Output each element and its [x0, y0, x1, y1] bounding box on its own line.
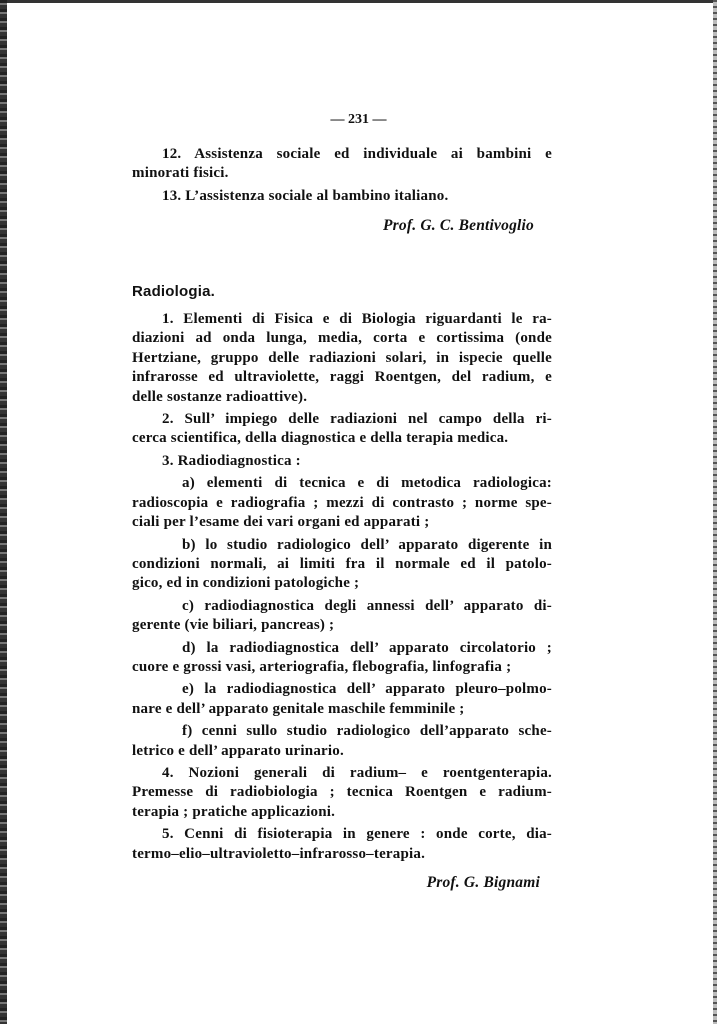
text-line: 12. Assistenza sociale ed individuale ai bambini e — [162, 146, 552, 162]
text-line: 1. Elementi di Fisica e di Biologia riguardanti le ra- — [162, 311, 552, 328]
section-heading — [132, 282, 552, 301]
page-body — [132, 145, 552, 892]
scan-edge-right — [713, 0, 717, 1024]
text-line: Hertziane, gruppo delle radiazioni solari, in ispecie quelle — [132, 349, 552, 366]
list-item-paragraph — [132, 722, 552, 761]
text-line: diazioni ad onda lunga, media, corta e cortissima (onde — [132, 330, 552, 347]
text-line: condizioni normali, ai limiti fra il normale ed il patolo- — [132, 555, 552, 572]
text-line: 5. Cenni di fisioterapia in genere : onde corte, dia- — [162, 826, 552, 843]
text-line: delle sostanze radioattive). — [132, 388, 308, 405]
list-item-paragraph — [132, 764, 552, 822]
text-line: nare e dell’ apparato genitale maschile femminile ; — [132, 700, 465, 717]
text-line: Radiologia. — [132, 282, 216, 300]
text-line: 3. Radiodiagnostica : — [162, 452, 301, 469]
list-item-paragraph — [132, 410, 552, 449]
text-line: cerca scientifica, della diagnostica e della terapia medica. — [132, 430, 509, 447]
text-line: Prof. G. C. Bentivoglio — [383, 217, 534, 235]
text-line: gico, ed in condizioni patologiche ; — [132, 575, 360, 592]
text-line: c) radiodiagnostica degli annessi dell’ apparato di- — [182, 597, 552, 614]
text-line: d) la radiodiagnostica dell’ apparato circolatorio ; — [182, 639, 552, 656]
text-line: terapia ; pratiche applicazioni. — [132, 803, 336, 820]
author-signature — [132, 873, 552, 892]
list-item-paragraph — [132, 597, 552, 636]
list-item-paragraph — [132, 474, 552, 532]
list-item-paragraph — [132, 536, 552, 594]
list-item-paragraph — [132, 310, 552, 407]
text-line: letrico e dell’ apparato urinario. — [132, 742, 344, 759]
text-line: 13. L’assistenza sociale al bambino italiano. — [162, 187, 449, 204]
list-item-paragraph — [132, 145, 552, 184]
list-item-paragraph — [132, 680, 552, 719]
text-line: e) la radiodiagnostica dell’ apparato pleuro–polmo- — [182, 681, 552, 698]
list-item-paragraph — [132, 825, 552, 864]
text-line: 4. Nozioni generali di radium– e roentgenterapia. — [162, 764, 552, 781]
text-line: b) lo studio radiologico dell’ apparato digerente in — [182, 536, 552, 553]
text-line: termo–elio–ultravioletto–infrarosso–terapia. — [132, 845, 426, 862]
text-line: minorati fisici. — [132, 165, 229, 182]
scan-edge-top — [0, 0, 717, 3]
list-item-paragraph — [132, 452, 552, 471]
text-line: cuore e grossi vasi, arteriografia, flebografia, linfografia ; — [132, 658, 512, 675]
text-line: f) cenni sullo studio radiologico dell’apparato sche- — [182, 723, 552, 740]
page-number: — 231 — — [330, 112, 387, 127]
list-item-paragraph — [132, 639, 552, 678]
text-line: radioscopia e radiografia ; mezzi di contrasto ; norme spe- — [132, 494, 552, 511]
text-line: infrarosse ed ultraviolette, raggi Roentgen, del radium, e — [132, 369, 552, 386]
scan-edge-left — [0, 0, 7, 1024]
text-line: Premesse di radiobiologia ; tecnica Roentgen e radium- — [132, 784, 552, 801]
text-line: gerente (vie biliari, pancreas) ; — [132, 617, 335, 634]
text-line: ciali per l’esame dei vari organi ed apparati ; — [132, 514, 430, 531]
text-line: Prof. G. Bignami — [426, 874, 540, 891]
text-line: 2. Sull’ impiego delle radiazioni nel campo della ri- — [162, 411, 552, 428]
text-line: a) elementi di tecnica e di metodica radiologica: — [182, 475, 552, 492]
list-item-paragraph — [132, 187, 552, 206]
author-signature — [132, 216, 552, 235]
